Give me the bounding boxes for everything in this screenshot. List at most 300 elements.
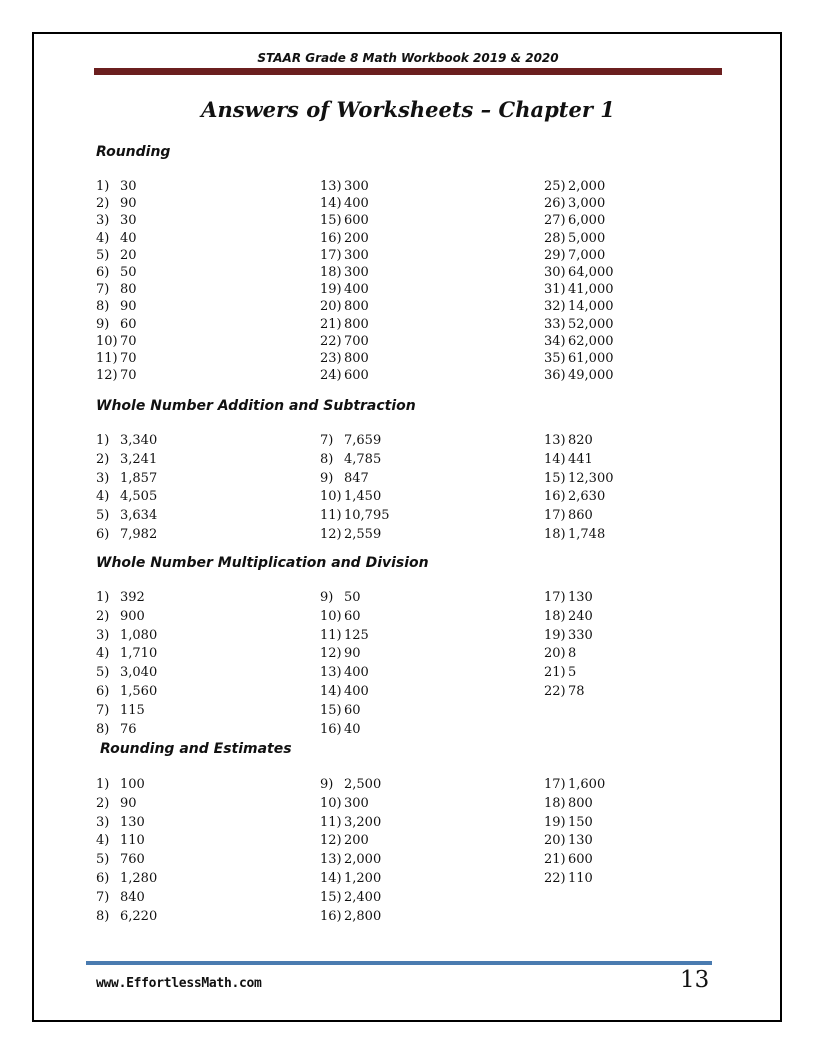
answer-value: 30	[120, 213, 137, 229]
answer-value: 110	[568, 870, 593, 886]
answer-number: 19)	[544, 627, 566, 643]
answer-number: 17)	[320, 247, 342, 263]
answer-number: 27)	[544, 213, 566, 229]
answer-value: 400	[344, 196, 369, 212]
answer-number: 12)	[320, 646, 342, 662]
answer-item	[96, 870, 296, 889]
answer-item	[96, 908, 296, 927]
answer-item	[544, 333, 744, 350]
answer-number: 4)	[96, 230, 110, 246]
answer-value: 441	[568, 451, 593, 467]
answer-number: 10)	[320, 489, 342, 505]
answer-number: 8)	[96, 908, 110, 924]
answer-item	[320, 608, 520, 627]
answer-number: 31)	[544, 282, 566, 298]
answer-value: 1,560	[120, 683, 158, 699]
answer-value: 400	[344, 665, 369, 681]
answer-number: 13)	[320, 852, 342, 868]
answer-item	[96, 247, 296, 264]
answer-value: 800	[568, 795, 593, 811]
answer-number: 14)	[320, 196, 342, 212]
answer-number: 5)	[96, 508, 110, 524]
answer-item	[544, 526, 744, 545]
answer-value: 330	[568, 627, 593, 643]
answer-number: 22)	[320, 333, 342, 349]
answer-value: 76	[120, 721, 137, 737]
answer-value: 5,000	[568, 230, 606, 246]
answer-item	[544, 814, 744, 833]
answer-item	[320, 702, 520, 721]
answer-value: 3,634	[120, 508, 158, 524]
addition-column-3	[544, 432, 744, 545]
section-title-addition-subtraction: Whole Number Addition and Subtraction	[96, 398, 416, 414]
answer-value: 600	[344, 368, 369, 384]
rounding-column-2	[320, 178, 520, 384]
answer-number: 6)	[96, 264, 110, 280]
answer-value: 847	[344, 470, 369, 486]
answer-number: 22)	[544, 683, 566, 699]
answer-value: 7,659	[344, 433, 382, 448]
answer-number: 32)	[544, 299, 566, 315]
answer-item	[320, 367, 520, 384]
answer-item	[544, 870, 744, 889]
answer-number: 35)	[544, 350, 566, 366]
answer-number: 3)	[96, 470, 110, 486]
answer-number: 26)	[544, 196, 566, 212]
answer-value: 90	[120, 795, 137, 811]
answer-value: 40	[344, 721, 361, 737]
answer-number: 10)	[320, 795, 342, 811]
answer-number: 15)	[544, 470, 566, 486]
answer-number: 18)	[320, 264, 342, 280]
answer-number: 3)	[96, 213, 110, 229]
answer-value: 125	[344, 627, 369, 643]
answer-value: 2,630	[568, 489, 606, 505]
answer-number: 17)	[544, 777, 566, 792]
answer-item	[320, 333, 520, 350]
answer-item	[96, 230, 296, 247]
answer-number: 7)	[320, 433, 334, 448]
section-title-rounding-estimates: Rounding and Estimates	[100, 741, 292, 757]
answer-value: 2,400	[344, 889, 382, 905]
answer-value: 600	[568, 852, 593, 868]
answer-value: 1,857	[120, 470, 158, 486]
answer-value: 1,450	[344, 489, 382, 505]
answer-item	[96, 281, 296, 298]
answer-value: 1,200	[344, 870, 382, 886]
answer-item	[320, 298, 520, 315]
answer-item	[544, 832, 744, 851]
answer-number: 1)	[96, 433, 110, 448]
answer-value: 800	[344, 299, 369, 315]
estimates-column-1	[96, 776, 296, 926]
answer-number: 3)	[96, 814, 110, 830]
answer-item	[96, 627, 296, 646]
answer-value: 1,748	[568, 526, 606, 542]
answer-number: 16)	[544, 489, 566, 505]
answer-number: 19)	[320, 282, 342, 298]
answer-value: 860	[568, 508, 593, 524]
answer-item	[544, 195, 744, 212]
answer-number: 28)	[544, 230, 566, 246]
answer-value: 130	[568, 833, 593, 849]
answer-value: 392	[120, 590, 145, 605]
answer-number: 2)	[96, 608, 110, 624]
answer-item	[320, 212, 520, 229]
answer-number: 13)	[544, 433, 566, 448]
answer-value: 1,080	[120, 627, 158, 643]
answer-number: 7)	[96, 702, 110, 718]
answer-item	[320, 664, 520, 683]
footer-url: www.EffortlessMath.com	[96, 976, 262, 991]
answer-item	[544, 488, 744, 507]
answer-value: 400	[344, 282, 369, 298]
answer-number: 11)	[320, 627, 342, 643]
answer-item	[96, 432, 296, 451]
answer-item	[320, 432, 520, 451]
answer-item	[320, 316, 520, 333]
answer-item	[96, 333, 296, 350]
answer-number: 15)	[320, 702, 342, 718]
answer-item	[544, 178, 744, 195]
answer-value: 90	[344, 646, 361, 662]
answer-number: 2)	[96, 795, 110, 811]
answer-value: 14,000	[568, 299, 614, 315]
answer-value: 110	[120, 833, 145, 849]
estimates-column-3	[544, 776, 744, 889]
answer-value: 7,982	[120, 526, 158, 542]
answer-number: 4)	[96, 833, 110, 849]
answer-value: 300	[344, 179, 369, 194]
answer-number: 11)	[320, 508, 342, 524]
answer-number: 20)	[544, 646, 566, 662]
answer-value: 70	[120, 368, 137, 384]
answer-number: 2)	[96, 451, 110, 467]
answer-item	[320, 281, 520, 298]
answer-number: 2)	[96, 196, 110, 212]
answer-value: 2,500	[344, 777, 382, 792]
answer-value: 41,000	[568, 282, 614, 298]
answer-value: 760	[120, 852, 145, 868]
answer-item	[320, 195, 520, 212]
answer-number: 12)	[96, 368, 118, 384]
answer-item	[544, 664, 744, 683]
answer-value: 3,200	[344, 814, 382, 830]
answer-value: 20	[120, 247, 137, 263]
answer-number: 24)	[320, 368, 342, 384]
answer-value: 115	[120, 702, 145, 718]
answer-number: 8)	[320, 451, 334, 467]
answer-item	[320, 507, 520, 526]
answer-value: 90	[120, 299, 137, 315]
answer-item	[96, 702, 296, 721]
answer-item	[320, 627, 520, 646]
answer-number: 29)	[544, 247, 566, 263]
answer-number: 23)	[320, 350, 342, 366]
answer-number: 14)	[320, 683, 342, 699]
answer-number: 9)	[320, 777, 334, 792]
answer-item	[320, 776, 520, 795]
answer-item	[320, 683, 520, 702]
answer-number: 21)	[544, 665, 566, 681]
answer-number: 36)	[544, 368, 566, 384]
answer-value: 600	[344, 213, 369, 229]
answer-number: 12)	[320, 833, 342, 849]
answer-item	[320, 178, 520, 195]
answer-number: 10)	[96, 333, 118, 349]
answer-value: 2,000	[568, 179, 606, 194]
answer-item	[96, 451, 296, 470]
page-number: 13	[680, 967, 710, 993]
answer-value: 840	[120, 889, 145, 905]
answer-value: 130	[568, 590, 593, 605]
answer-item	[320, 470, 520, 489]
answer-number: 20)	[320, 299, 342, 315]
answer-item	[320, 488, 520, 507]
answer-value: 49,000	[568, 368, 614, 384]
answer-item	[96, 664, 296, 683]
answer-item	[544, 776, 744, 795]
answer-item	[96, 526, 296, 545]
multiplication-column-1	[96, 589, 296, 739]
answer-item	[544, 507, 744, 526]
answer-number: 21)	[320, 316, 342, 332]
answer-number: 18)	[544, 795, 566, 811]
answer-value: 80	[120, 282, 137, 298]
answer-number: 9)	[320, 470, 334, 486]
answer-item	[320, 908, 520, 927]
section-title-multiplication-division: Whole Number Multiplication and Division	[96, 555, 429, 571]
answer-item	[96, 212, 296, 229]
answer-value: 2,800	[344, 908, 382, 924]
addition-column-1	[96, 432, 296, 545]
answer-item	[544, 451, 744, 470]
answer-value: 700	[344, 333, 369, 349]
answer-number: 10)	[320, 608, 342, 624]
answer-item	[544, 589, 744, 608]
answer-number: 14)	[544, 451, 566, 467]
answer-value: 800	[344, 316, 369, 332]
answer-value: 900	[120, 608, 145, 624]
answer-number: 1)	[96, 179, 110, 194]
multiplication-column-2	[320, 589, 520, 739]
answer-number: 6)	[96, 683, 110, 699]
answer-number: 5)	[96, 247, 110, 263]
answer-value: 10,795	[344, 508, 390, 524]
answer-item	[320, 230, 520, 247]
answer-item	[96, 683, 296, 702]
answer-item	[320, 851, 520, 870]
answer-value: 4,785	[344, 451, 382, 467]
answer-value: 50	[120, 264, 137, 280]
answer-value: 150	[568, 814, 593, 830]
answer-number: 11)	[320, 814, 342, 830]
header-rule	[94, 68, 722, 75]
answer-item	[544, 281, 744, 298]
answer-number: 33)	[544, 316, 566, 332]
answer-value: 130	[120, 814, 145, 830]
answer-item	[320, 795, 520, 814]
answer-item	[544, 350, 744, 367]
answer-value: 400	[344, 683, 369, 699]
answer-number: 15)	[320, 213, 342, 229]
answer-number: 13)	[320, 179, 342, 194]
answer-item	[320, 889, 520, 908]
answer-item	[544, 230, 744, 247]
answer-number: 1)	[96, 590, 110, 605]
answer-value: 2,000	[344, 852, 382, 868]
answer-item	[544, 316, 744, 333]
answer-number: 17)	[544, 508, 566, 524]
multiplication-column-3	[544, 589, 744, 702]
answer-value: 50	[344, 590, 361, 605]
answer-number: 19)	[544, 814, 566, 830]
answer-value: 1,710	[120, 646, 158, 662]
answer-item	[320, 832, 520, 851]
answer-value: 60	[120, 316, 137, 332]
answer-item	[544, 851, 744, 870]
answer-number: 8)	[96, 721, 110, 737]
answer-number: 9)	[96, 316, 110, 332]
answer-item	[544, 795, 744, 814]
answer-value: 200	[344, 833, 369, 849]
answer-item	[544, 264, 744, 281]
answer-item	[96, 316, 296, 333]
answer-number: 18)	[544, 608, 566, 624]
answer-number: 20)	[544, 833, 566, 849]
answer-item	[96, 350, 296, 367]
answer-number: 30)	[544, 264, 566, 280]
answer-item	[544, 212, 744, 229]
answer-item	[96, 721, 296, 740]
answer-value: 3,340	[120, 433, 158, 448]
answer-value: 1,600	[568, 777, 606, 792]
answer-item	[96, 178, 296, 195]
addition-column-2	[320, 432, 520, 545]
answer-value: 100	[120, 777, 145, 792]
answer-number: 16)	[320, 908, 342, 924]
answer-item	[544, 627, 744, 646]
answer-item	[320, 721, 520, 740]
answer-item	[320, 589, 520, 608]
answer-item	[96, 889, 296, 908]
answer-number: 17)	[544, 590, 566, 605]
answer-number: 13)	[320, 665, 342, 681]
answer-value: 200	[344, 230, 369, 246]
answer-item	[96, 195, 296, 212]
answer-item	[544, 645, 744, 664]
answer-value: 8	[568, 646, 577, 662]
answer-number: 16)	[320, 721, 342, 737]
footer-rule	[86, 961, 712, 965]
answer-number: 18)	[544, 526, 566, 542]
answer-value: 78	[568, 683, 585, 699]
rounding-column-1	[96, 178, 296, 384]
answer-item	[96, 851, 296, 870]
answer-item	[320, 451, 520, 470]
answer-number: 1)	[96, 777, 110, 792]
answer-item	[320, 645, 520, 664]
answer-number: 4)	[96, 489, 110, 505]
answer-value: 60	[344, 608, 361, 624]
answer-item	[96, 264, 296, 281]
answer-value: 70	[120, 350, 137, 366]
answer-item	[96, 832, 296, 851]
answer-number: 7)	[96, 889, 110, 905]
answer-value: 1,280	[120, 870, 158, 886]
section-title-rounding: Rounding	[96, 144, 171, 160]
answer-value: 6,000	[568, 213, 606, 229]
answer-value: 3,040	[120, 665, 158, 681]
answer-value: 52,000	[568, 316, 614, 332]
answer-item	[96, 507, 296, 526]
answer-value: 30	[120, 179, 137, 194]
answer-value: 240	[568, 608, 593, 624]
answer-value: 300	[344, 264, 369, 280]
answer-value: 7,000	[568, 247, 606, 263]
answer-number: 4)	[96, 646, 110, 662]
rounding-column-3	[544, 178, 744, 384]
answer-item	[544, 683, 744, 702]
answer-item	[320, 526, 520, 545]
answer-value: 300	[344, 247, 369, 263]
answer-item	[96, 776, 296, 795]
answer-number: 16)	[320, 230, 342, 246]
answer-item	[96, 608, 296, 627]
answer-number: 8)	[96, 299, 110, 315]
answer-item	[320, 264, 520, 281]
answer-item	[96, 298, 296, 315]
answer-value: 70	[120, 333, 137, 349]
answer-item	[96, 589, 296, 608]
answer-number: 9)	[320, 590, 334, 605]
answer-value: 61,000	[568, 350, 614, 366]
running-header: STAAR Grade 8 Math Workbook 2019 & 2020	[257, 51, 559, 65]
answer-number: 12)	[320, 526, 342, 542]
estimates-column-2	[320, 776, 520, 926]
answer-value: 300	[344, 795, 369, 811]
answer-item	[96, 367, 296, 384]
page-title: Answers of Worksheets – Chapter 1	[201, 97, 615, 122]
answer-value: 90	[120, 196, 137, 212]
answer-value: 4,505	[120, 489, 158, 505]
answer-item	[96, 814, 296, 833]
answer-number: 14)	[320, 870, 342, 886]
answer-item	[544, 367, 744, 384]
answer-value: 60	[344, 702, 361, 718]
answer-value: 2,559	[344, 526, 382, 542]
answer-number: 15)	[320, 889, 342, 905]
answer-number: 6)	[96, 870, 110, 886]
answer-item	[96, 795, 296, 814]
answer-value: 12,300	[568, 470, 614, 486]
answer-item	[544, 432, 744, 451]
answer-number: 6)	[96, 526, 110, 542]
answer-value: 6,220	[120, 908, 158, 924]
answer-value: 64,000	[568, 264, 614, 280]
answer-item	[544, 470, 744, 489]
answer-number: 22)	[544, 870, 566, 886]
answer-number: 7)	[96, 282, 110, 298]
answer-value: 40	[120, 230, 137, 246]
answer-item	[320, 247, 520, 264]
answer-number: 11)	[96, 350, 118, 366]
answer-item	[544, 608, 744, 627]
answer-item	[544, 247, 744, 264]
answer-item	[96, 645, 296, 664]
answer-value: 5	[568, 665, 577, 681]
answer-value: 62,000	[568, 333, 614, 349]
